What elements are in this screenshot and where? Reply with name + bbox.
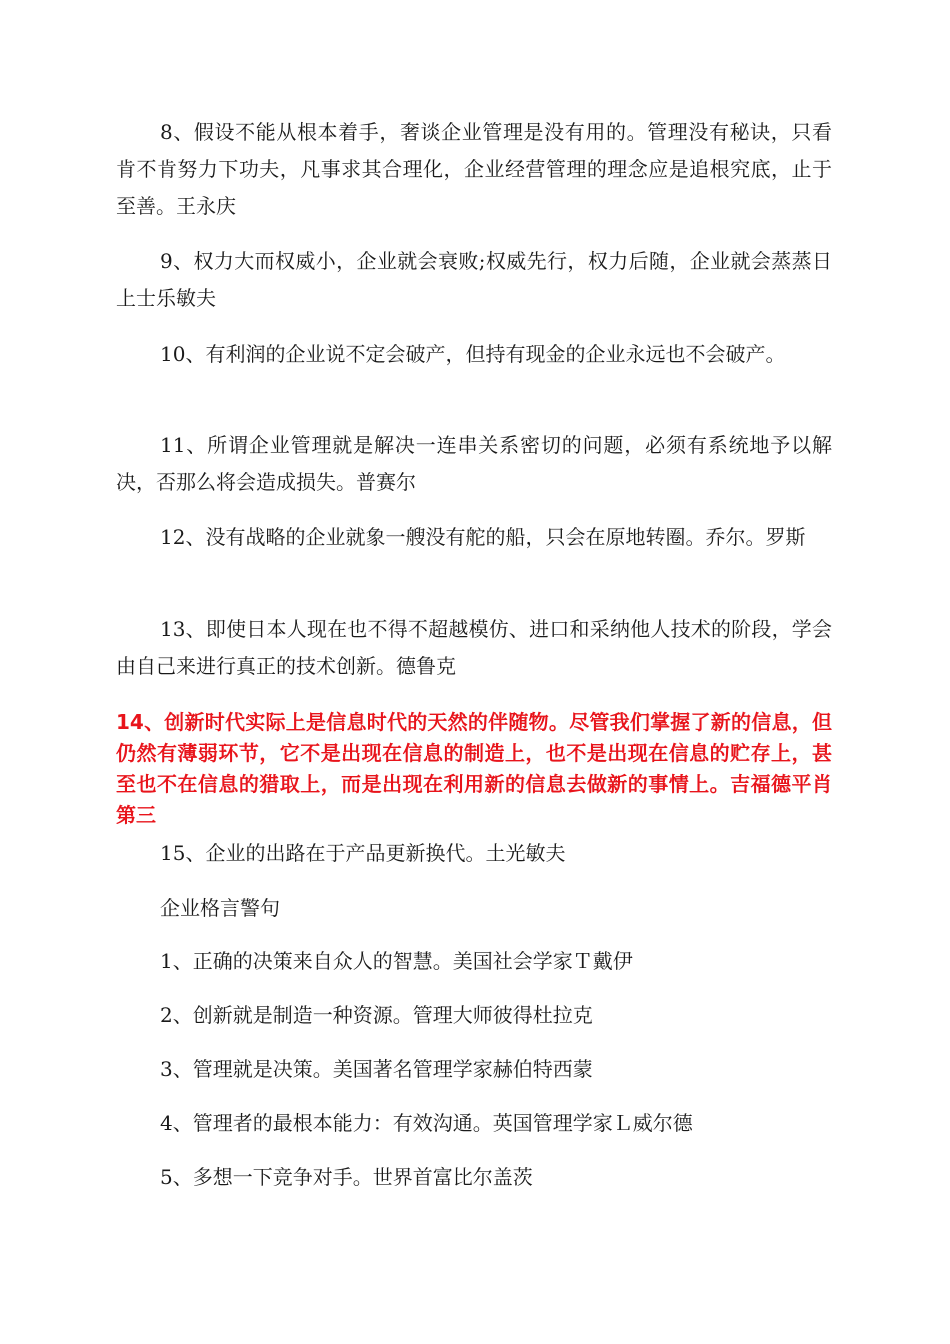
quote-11: 11、所谓企业管理就是解决一连串关系密切的问题，必须有系统地予以解决，否那么将会造成损失。普赛尔 xyxy=(116,433,832,494)
quote-13: 13、即使日本人现在也不得不超越模仿、进口和采纳他人技术的阶段，学会由自己来进行真正的技术创新。德鲁克 xyxy=(116,617,832,678)
quote-15: 15、企业的出路在于产品更新换代。土光敏夫 xyxy=(160,841,566,865)
quote-8: 8、假设不能从根本着手，奢谈企业管理是没有用的。管理没有秘诀，只看肯不肯努力下功夫，凡事求其合理化，企业经营管理的理念应是追根究底，止于至善。王永庆 xyxy=(116,120,832,218)
quote-10: 10、有利润的企业说不定会破产，但持有现金的企业永远也不会破产。 xyxy=(160,342,786,366)
maxim-3: 3、管理就是决策。美国著名管理学家赫伯特西蒙 xyxy=(160,1057,593,1081)
maxim-1: 1、正确的决策来自众人的智慧。美国社会学家Ｔ戴伊 xyxy=(160,949,633,973)
section-heading: 企业格言警句 xyxy=(160,896,280,920)
maxim-5: 5、多想一下竞争对手。世界首富比尔盖茨 xyxy=(160,1165,533,1189)
quote-14-highlighted: 14、创新时代实际上是信息时代的天然的伴随物。尽管我们掌握了新的信息，但仍然有薄弱环节，它不是出现在信息的制造上，也不是出现在信息的贮存上，甚至也不在信息的猎取上，而是出现在利用新的信息去做新的事情上。吉福德平肖第三 xyxy=(116,710,832,827)
quote-12: 12、没有战略的企业就象一艘没有舵的船，只会在原地转圈。乔尔。罗斯 xyxy=(160,525,806,549)
maxim-4: 4、管理者的最根本能力：有效沟通。英国管理学家Ｌ威尔德 xyxy=(160,1111,693,1135)
quote-9: 9、权力大而权威小，企业就会衰败;权威先行，权力后随，企业就会蒸蒸日上士乐敏夫 xyxy=(116,249,832,310)
maxim-2: 2、创新就是制造一种资源。管理大师彼得杜拉克 xyxy=(160,1003,593,1027)
